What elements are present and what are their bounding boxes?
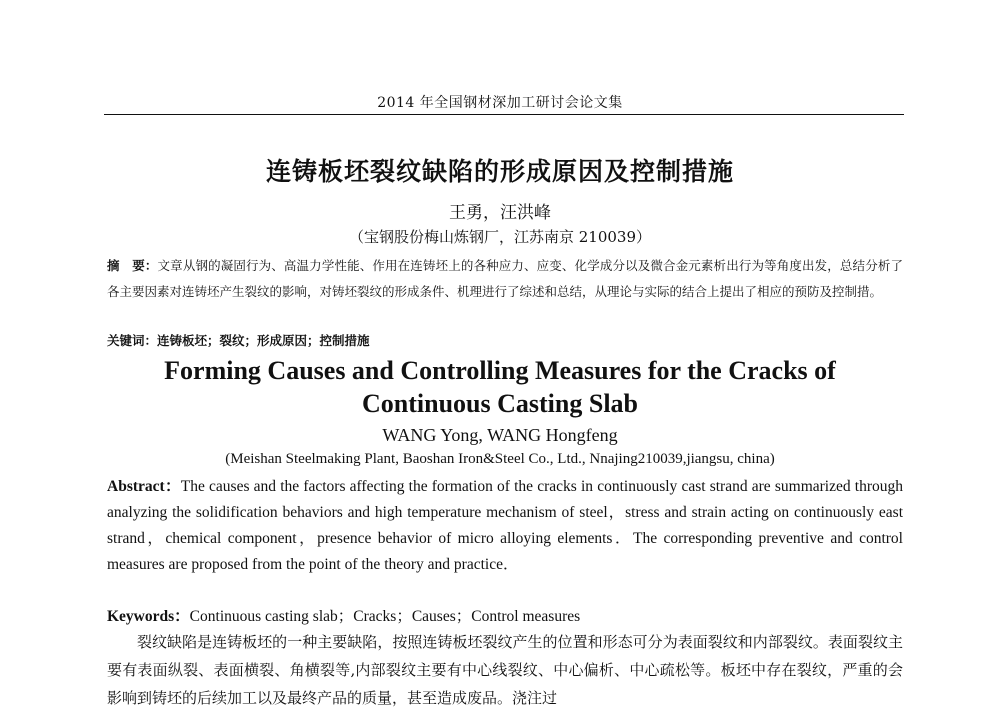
running-header: 2014 年全国钢材深加工研讨会论文集 [377,95,623,111]
en-abstract [107,474,903,578]
en-abstract-label: Abstract： [107,478,181,495]
en-title-line1: Forming Causes and Controlling Measures for the Cracks of [164,356,836,385]
en-authors: WANG Yong, WANG Hongfeng [382,425,618,445]
cn-affiliation: （宝钢股份梅山炼钢厂，江苏南京 210039） [348,228,652,246]
cn-keywords-label: 关键词： [107,333,158,348]
en-title-line2: Continuous Casting Slab [362,389,638,418]
en-keywords-label: Keywords： [107,608,190,625]
cn-abstract [107,253,903,305]
header-rule [104,114,904,115]
body-paragraph: 裂纹缺陷是连铸板坯的一种主要缺陷，按照连铸板坯裂纹产生的位置和形态可分为表面裂纹和内部裂纹。表面裂纹主要有表面纵裂、表面横裂、角横裂等,内部裂纹主要有中心线裂纹、中心偏析、中心疏松等。板坯中存在裂纹，严重的会影响到铸坯的后续加工以及最终产品的质量，甚至造成废品。浇注过 [107,633,903,707]
en-abstract-text: The causes and the factors affecting the formation of the cracks in continuously cast strand are summarized through analyzing the solidification behaviors and high temperature mechanism of steel，stress and strain acting on continuously east strand，chemical component，presence behavior of micro alloying elements．The corresponding preventive and control measures are proposed from the point of the theory and practice． [107,478,904,573]
cn-abstract-text: 文章从钢的凝固行为、高温力学性能、作用在连铸坯上的各种应力、应变、化学成分以及微合金元素析出行为等角度出发，总结分析了各主要因素对连铸坯产生裂纹的影响，对铸坯裂纹的形成条件、机理进行了综述和总结，从理论与实际的结合上提出了相应的预防及控制措。 [107,258,903,299]
cn-keywords-text: 连铸板坯；裂纹；形成原因；控制措施 [157,333,370,348]
cn-authors: 王勇，汪洪峰 [449,203,551,223]
cn-title: 连铸板坯裂纹缺陷的形成原因及控制措施 [265,157,734,186]
en-keywords [107,606,903,628]
en-affiliation: (Meishan Steelmaking Plant, Baoshan Iron&Steel Co., Ltd., Nnajing210039,jiangsu, china) [225,451,775,467]
cn-keywords [107,331,903,351]
cn-abstract-label: 摘 要： [107,258,158,273]
en-title [0,354,1000,420]
en-keywords-text: Continuous casting slab；Cracks；Causes；Control measures [189,608,581,625]
